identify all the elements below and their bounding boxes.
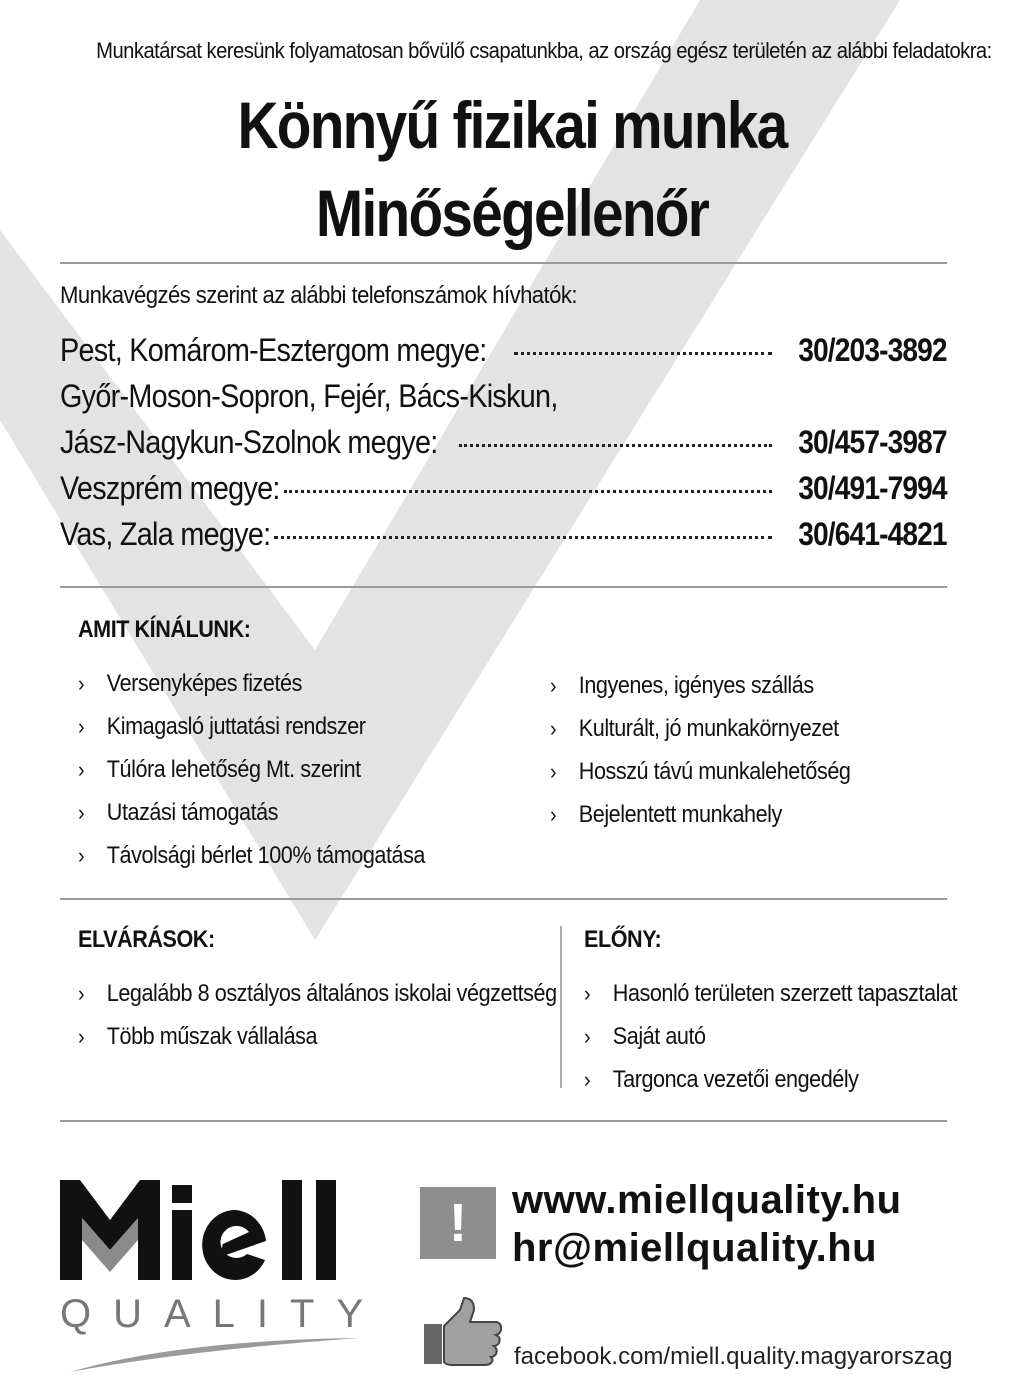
phone-number: 30/203-3892 (798, 332, 947, 368)
phone-row (60, 378, 947, 415)
bullet-icon: › (78, 1024, 85, 1049)
bullet-icon: › (78, 981, 85, 1006)
offer-item: › Kimagasló juttatási rendszer (78, 713, 366, 740)
offer-item: › Versenyképes fizetés (78, 670, 302, 697)
bullet-icon: › (584, 1067, 591, 1092)
offer-item: › Távolsági bérlet 100% támogatása (78, 842, 426, 869)
requirement-item: › Legalább 8 osztályos általános iskolai végzettség (78, 980, 557, 1007)
offer-item: › Utazási támogatás (78, 799, 279, 826)
bullet-icon: › (584, 1024, 591, 1049)
requirement-item: › Több műszak vállalása (78, 1023, 318, 1050)
phone-number: 30/491-7994 (798, 470, 947, 506)
bullet-icon: › (78, 757, 85, 782)
divider (60, 898, 947, 900)
website-link[interactable]: www.miellquality.hu (512, 1178, 902, 1222)
phone-region: Veszprém megye: (60, 470, 280, 506)
bullet-icon: › (550, 802, 557, 827)
dot-leader (514, 352, 772, 355)
advantage-item: › Targonca vezetői engedély (584, 1066, 859, 1093)
phone-region: Pest, Komárom-Esztergom megye: (60, 332, 487, 368)
bullet-icon: › (584, 981, 591, 1006)
bullet-icon: › (78, 671, 85, 696)
divider (60, 262, 947, 264)
dot-leader (459, 444, 772, 447)
offer-item: › Hosszú távú munkalehetőség (550, 758, 851, 785)
logo-subtitle: QUALITY (60, 1292, 386, 1336)
phone-row (60, 424, 947, 461)
intro-text: Munkatársat keresünk folyamatosan bővülő csapatunkba, az ország egész területén az alábbi feladatokra: (96, 38, 992, 63)
advantage-item: › Hasonló területen szerzett tapasztalat (584, 980, 958, 1007)
bullet-icon: › (550, 673, 557, 698)
offer-item: › Túlóra lehetőség Mt. szerint (78, 756, 361, 783)
email-link[interactable]: hr@miellquality.hu (512, 1226, 878, 1270)
bullet-icon: › (78, 714, 85, 739)
phone-row (60, 332, 947, 369)
bullet-icon: › (550, 759, 557, 784)
exclamation-icon: ! (420, 1187, 496, 1259)
advantage-heading: ELŐNY: (584, 926, 662, 953)
bullet-icon: › (78, 843, 85, 868)
phone-row (60, 516, 947, 553)
facebook-link[interactable]: facebook.com/miell.quality.magyarorszag (514, 1343, 953, 1370)
logo-swoosh (60, 1330, 360, 1375)
bullet-icon: › (78, 800, 85, 825)
offer-item: › Ingyenes, igényes szállás (550, 672, 814, 699)
offer-item: › Kulturált, jó munkakörnyezet (550, 715, 839, 742)
thumbs-up-icon (422, 1296, 504, 1366)
requirements-heading: ELVÁRÁSOK: (78, 926, 215, 953)
phone-region: Győr-Moson-Sopron, Fejér, Bács-Kiskun, (60, 378, 558, 414)
offer-item: › Bejelentett munkahely (550, 801, 782, 828)
divider (60, 586, 947, 588)
phone-region: Jász-Nagykun-Szolnok megye: (60, 424, 438, 460)
phone-region: Vas, Zala megye: (60, 516, 271, 552)
phone-number: 30/641-4821 (798, 516, 947, 552)
dot-leader (284, 490, 772, 493)
advantage-item: › Saját autó (584, 1023, 706, 1050)
phone-number: 30/457-3987 (798, 424, 947, 460)
column-divider (560, 926, 562, 1088)
phone-row (60, 470, 947, 507)
dot-leader (274, 536, 772, 539)
bullet-icon: › (550, 716, 557, 741)
offer-heading: AMIT KÍNÁLUNK: (78, 616, 251, 643)
divider (60, 1120, 947, 1122)
phones-intro: Munkavégzés szerint az alábbi telefonszámok hívhatók: (60, 282, 577, 309)
title-line-2: Minőségellenőr (315, 176, 709, 250)
title-line-1: Könnyű fizikai munka (237, 88, 787, 162)
miell-logo-icon (60, 1180, 350, 1280)
